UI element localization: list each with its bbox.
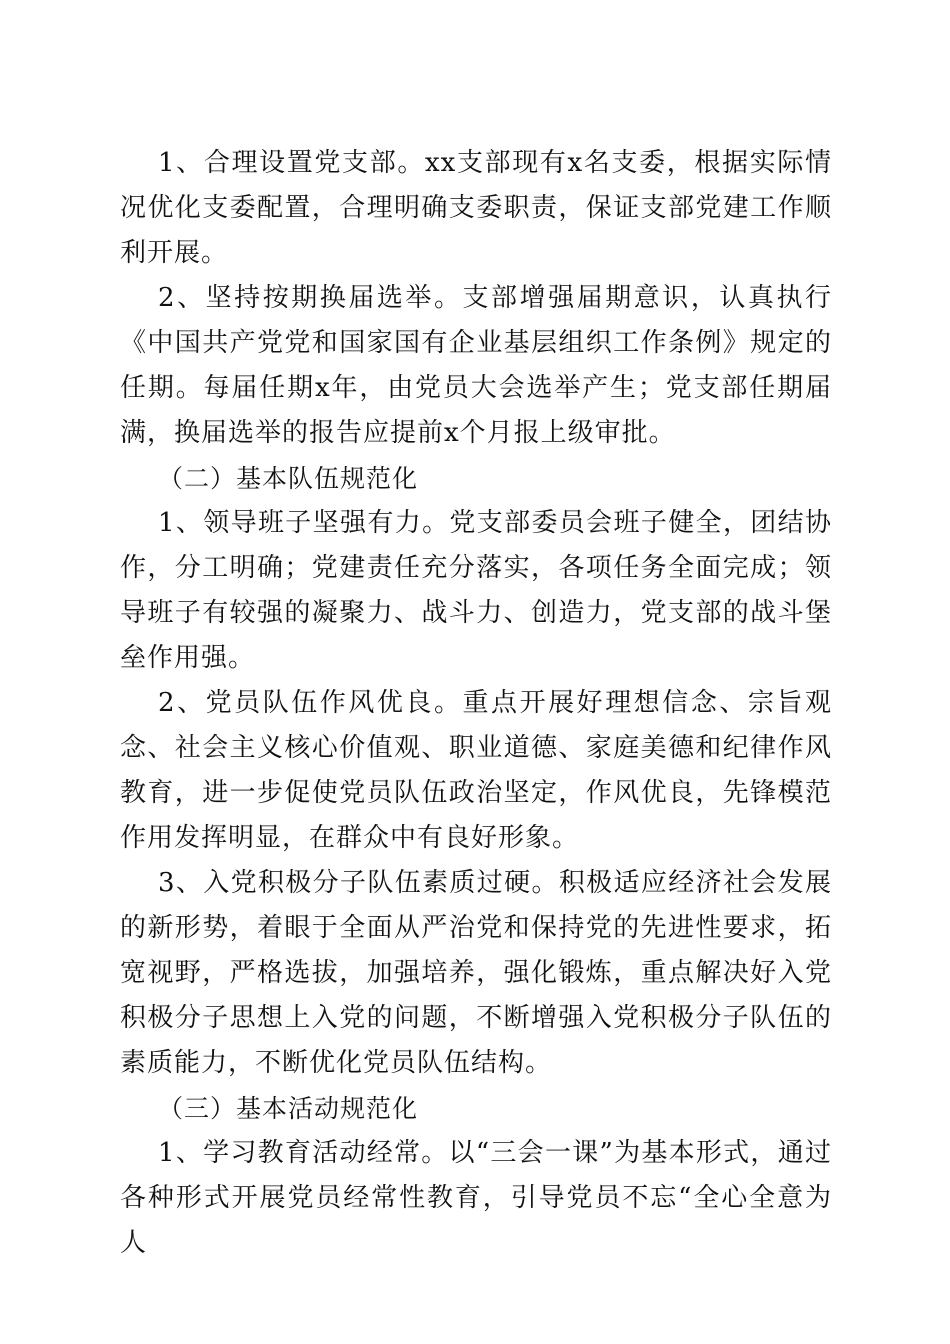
paragraph-leadership: 1、领导班子坚强有力。党支部委员会班子健全，团结协作，分工明确；党建责任充分落实，各项任务全面完成；领导班子有较强的凝聚力、战斗力、创造力，党支部的战斗堡垒作用强。 bbox=[120, 508, 832, 673]
section-heading-basic-activities: （三）基本活动规范化 bbox=[158, 1094, 419, 1123]
paragraph-set-party-branch: 1、合理设置党支部。xx支部现有x名支委，根据实际情况优化支委配置，合理明确支委职责，保证支部党建工作顺利开展。 bbox=[120, 148, 832, 268]
section-heading-basic-team: （二）基本队伍规范化 bbox=[158, 464, 419, 493]
paragraph-election: 2、坚持按期换届选举。支部增强届期意识，认真执行《中国共产党党和国家国有企业基层组织工作条例》规定的任期。每届任期x年，由党员大会选举产生；党支部任期届满，换届选举的报告应提前x个月报上级审批。 bbox=[120, 283, 832, 448]
document-body bbox=[120, 141, 832, 1266]
paragraph-party-members: 2、党员队伍作风优良。重点开展好理想信念、宗旨观念、社会主义核心价值观、职业道德、家庭美德和纪律作风教育，进一步促使党员队伍政治坚定，作风优良，先锋模范作用发挥明显，在群众中有良好形象。 bbox=[120, 688, 832, 853]
paragraph-study-education: 1、学习教育活动经常。以“三会一课”为基本形式，通过各种形式开展党员经常性教育，引导党员不忘“全心全意为人 bbox=[120, 1138, 832, 1258]
paragraph-activists: 3、入党积极分子队伍素质过硬。积极适应经济社会发展的新形势，着眼于全面从严治党和保持党的先进性要求，拓宽视野，严格选拔，加强培养，强化锻炼，重点解决好入党积极分子思想上入党的问题，不断增强入党积极分子队伍的素质能力，不断优化党员队伍结构。 bbox=[120, 868, 832, 1078]
